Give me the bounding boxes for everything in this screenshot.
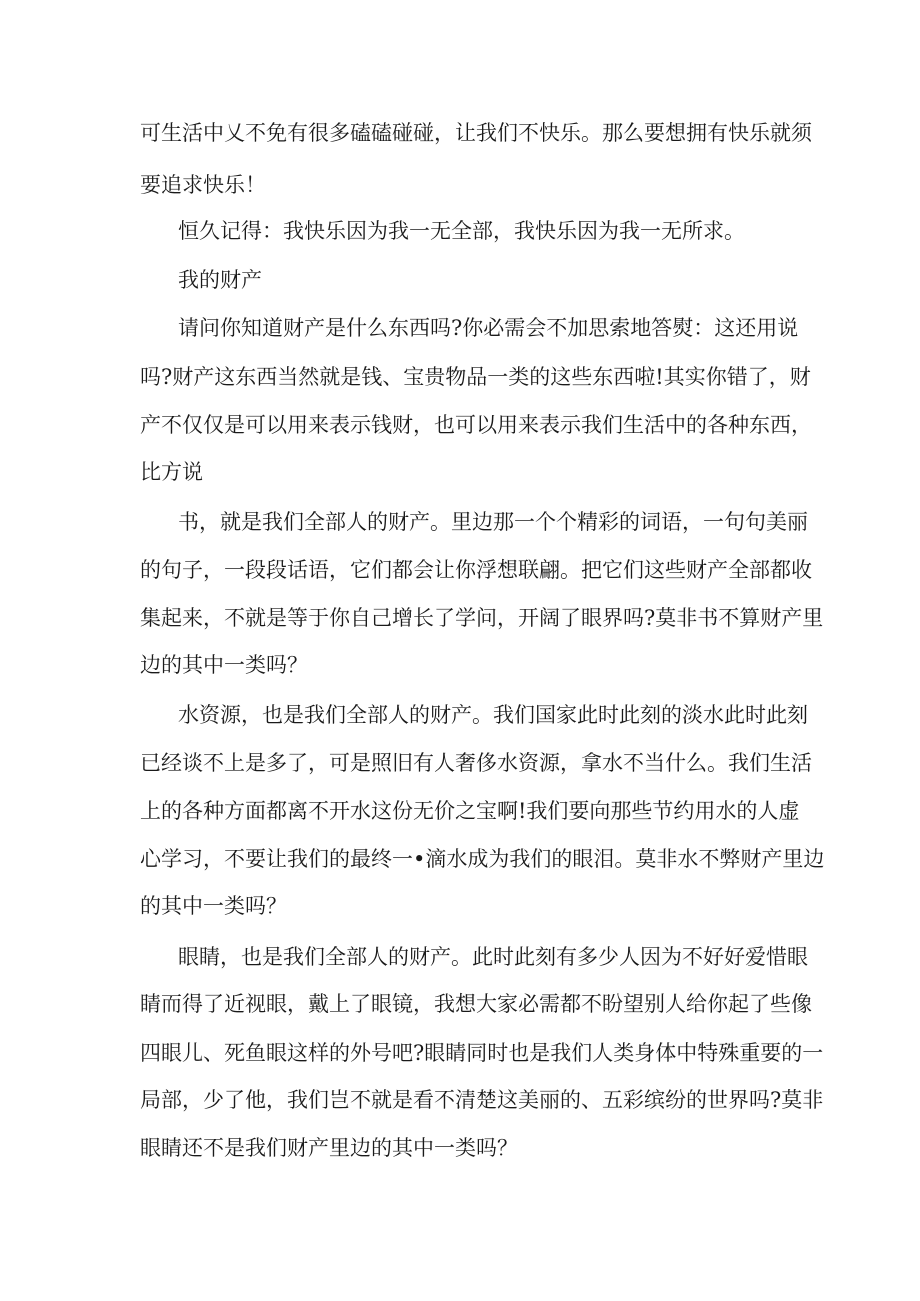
paragraph-line: 上的各种方面都离不开水这份无价之宝啊!我们要向那些节约用水的人虚 <box>140 799 800 823</box>
paragraph-line: 的句子，一段段话语，它们都会让你浮想联翩。把它们这些财产全部都收 <box>140 558 812 582</box>
paragraph-line: 产不仅仅是可以用来表示钱财，也可以用来表示我们生活中的各种东西， <box>140 413 812 437</box>
paragraph-line: 边的其中一类吗？ <box>140 653 308 677</box>
paragraph-line: 眼睛，也是我们全部人的财产。此时此刻有多少人因为不好好爱惜眼 <box>178 945 808 969</box>
paragraph-line: 心学习，不要让我们的最终一•滴水成为我们的眼泪。莫非水不弊财产里边 <box>140 847 825 871</box>
paragraph-line: 请问你知道财产是什么东西吗?你必需会不加思索地答熨：这还用说 <box>178 316 799 340</box>
paragraph-line: 书，就是我们全部人的财产。里边那一个个精彩的词语，一句句美丽 <box>178 510 808 534</box>
section-heading: 我的财产 <box>178 268 262 292</box>
paragraph-line: 吗?财产这东西当然就是钱、宝贵物品一类的这些东西啦!其实你错了，财 <box>140 365 811 389</box>
paragraph-line: 睛而得了近视眼，戴上了眼镜，我想大家必需都不盼望别人给你起了些像 <box>140 992 812 1016</box>
paragraph-line: 局部，少了他，我们岂不就是看不清楚这美丽的、五彩缤纷的世界吗?莫非 <box>140 1088 824 1112</box>
paragraph-line: 四眼儿、死鱼眼这样的外号吧?眼睛同时也是我们人类身体中特殊重要的一 <box>140 1041 824 1065</box>
paragraph-line: 眼睛还不是我们财产里边的其中一类吗？ <box>140 1136 518 1160</box>
paragraph-line: 水资源，也是我们全部人的财产。我们国家此时此刻的淡水此时此刻 <box>178 703 808 727</box>
paragraph-line: 集起来，不就是等于你自己增长了学问，开阔了眼界吗?莫非书不算财产里 <box>140 606 824 630</box>
paragraph-line: 可生活中乂不免有很多磕磕碰碰，让我们不快乐。那么要想拥有快乐就须 <box>140 121 812 145</box>
paragraph-line: 的其中一类吗？ <box>140 894 287 918</box>
paragraph-line: 已经谈不上是多了，可是照旧有人奢侈水资源，拿水不当什么。我们生活 <box>140 751 812 775</box>
paragraph-line: 比方说 <box>140 460 203 484</box>
paragraph-line: 恒久记得：我快乐因为我一无全部，我快乐因为我一无所求。 <box>178 219 745 243</box>
paragraph-line: 要追求快乐！ <box>140 173 266 197</box>
